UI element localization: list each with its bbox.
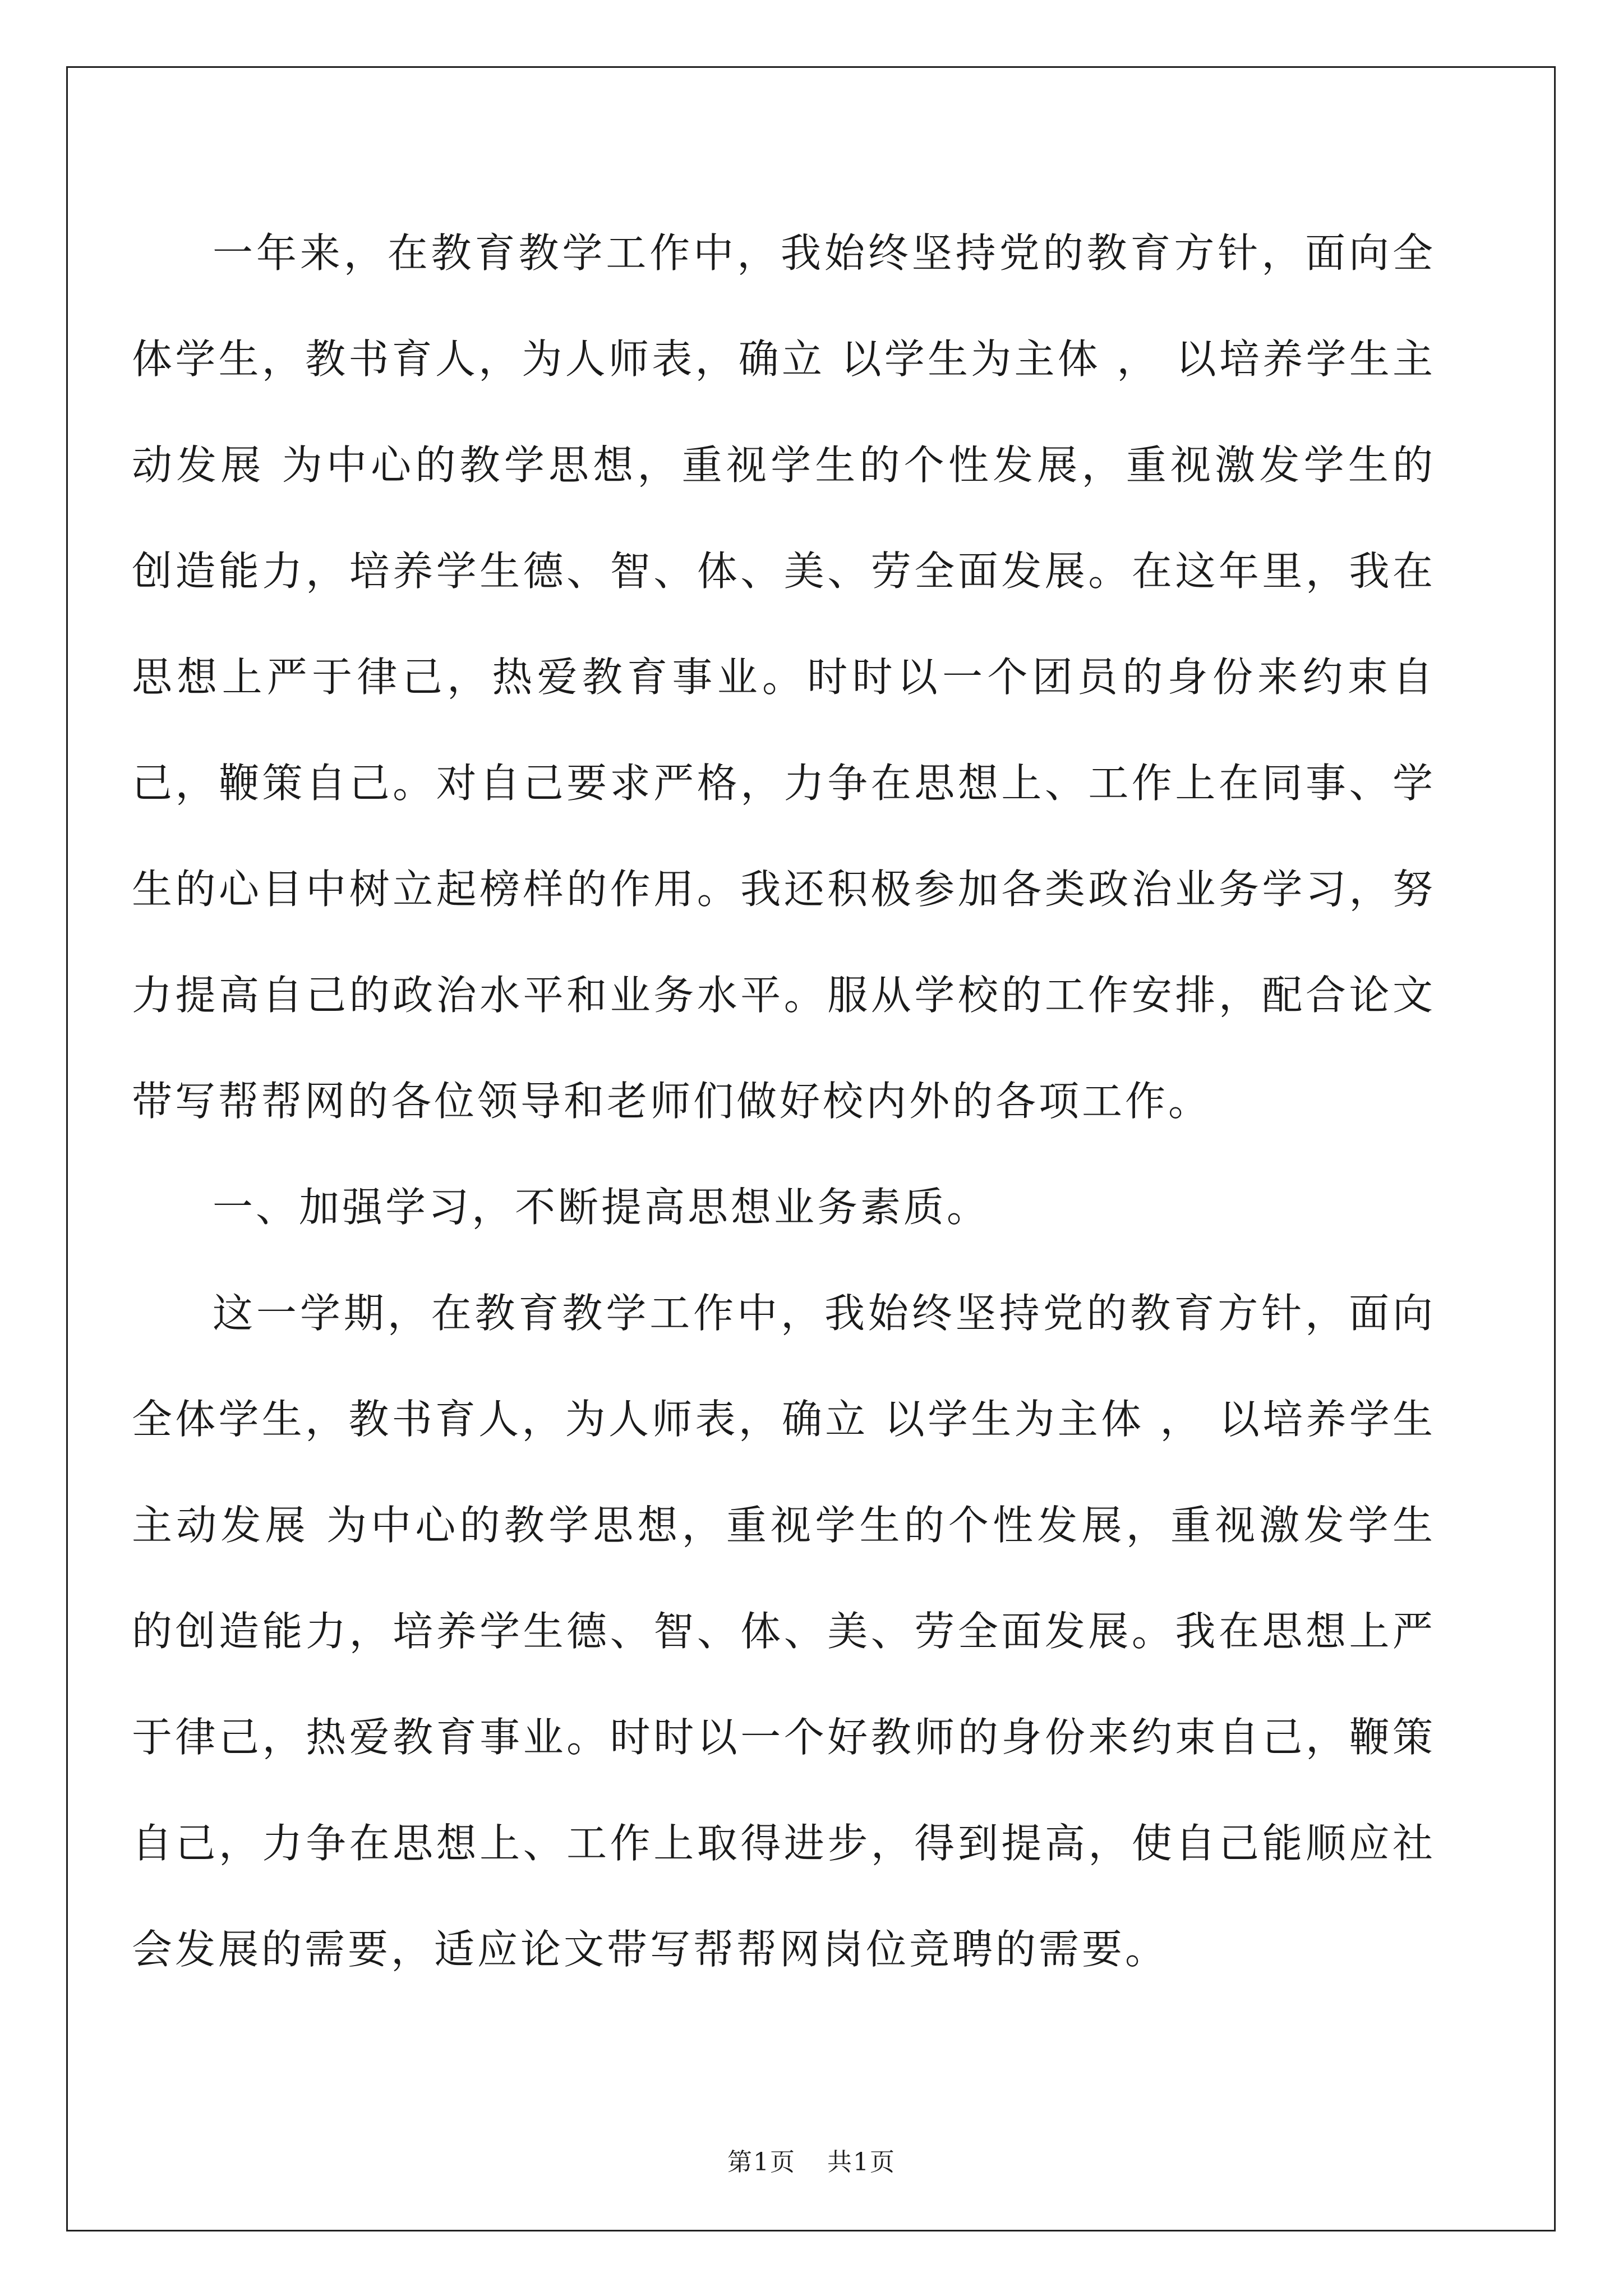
page-footer — [0, 2142, 1623, 2178]
page-total: 共1页 — [827, 2148, 896, 2177]
page-number: 第1页 — [727, 2148, 796, 2177]
paragraph-semester: 这一学期，在教育教学工作中，我始终坚持党的教育方针，面向全体学生，教书育人，为人师表，确立 以学生为主体 ， 以培养学生主动发展 为中心的教学思想，重视学生的个性发展，重视激发学生的创造能力，培养学生德、智、体、美、劳全面发展。我在思想上严于律己，热爱教育事业。时时以一个好教师的身份来约束自己，鞭策自己，力争在思想上、工作上取得进步，得到提高，使自己能顺应社会发展的需要，适应论文带写帮帮网岗位竞聘的需要。 — [132, 1290, 1436, 1973]
paragraph-intro: 一年来，在教育教学工作中，我始终坚持党的教育方针，面向全体学生，教书育人，为人师表，确立 以学生为主体 ， 以培养学生主动发展 为中心的教学思想，重视学生的个性发展，重视激发学生的创造能力，培养学生德、智、体、美、劳全面发展。在这年里，我在思想上严于律己，热爱教育事业。时时以一个团员的身份来约束自己，鞭策自己。对自己要求严格，力争在思想上、工作上在同事、学生的心目中树立起榜样的作用。我还积极参加各类政治业务学习，努力提高自己的政治水平和业务水平。服从学校的工作安排，配合论文带写帮帮网的各位领导和老师们做好校内外的各项工作。 — [132, 229, 1436, 1125]
section-heading: 一、加强学习，不断提高思想业务素质。 — [213, 1184, 990, 1231]
document-body — [132, 200, 1436, 2003]
